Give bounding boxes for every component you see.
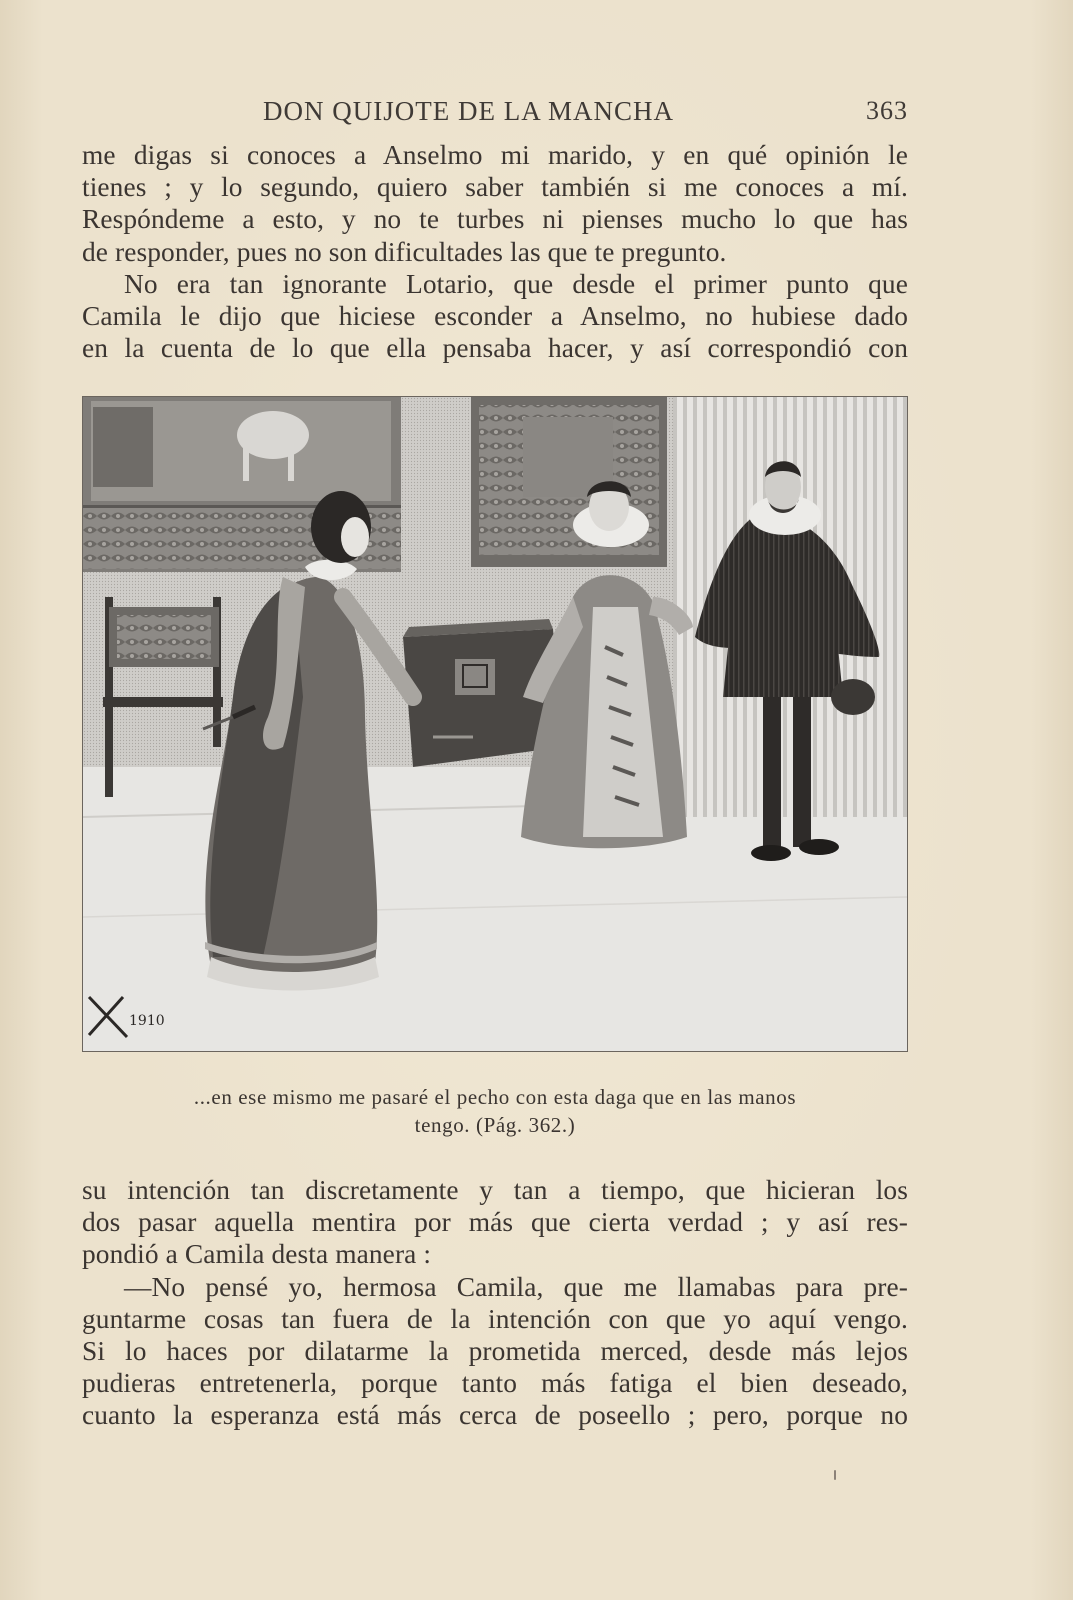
text-line: me digas si conoces a Anselmo mi marido, y en qué opinión le xyxy=(82,140,908,170)
text-line: Si lo haces por dilatarme la prometida merced, desde más lejos xyxy=(82,1335,908,1366)
text-line: pondió a Camila desta manera : xyxy=(82,1239,432,1270)
illustration-scene xyxy=(83,397,907,1051)
text-line: de responder, pues no son dificultades las que te pregunto. xyxy=(82,236,727,267)
text-line: su intención tan discretamente y tan a tiempo, que hicieran los xyxy=(82,1175,908,1205)
text-line: dos pasar aquella mentira por más que cierta verdad ; y así res- xyxy=(82,1207,908,1238)
top-text-block xyxy=(82,139,908,364)
paper-speck xyxy=(834,1470,836,1480)
text-line: cuanto la esperanza está más cerca de poseello ; pero, porque no xyxy=(82,1400,908,1431)
bottom-text-block xyxy=(82,1174,908,1432)
running-title: DON QUIJOTE DE LA MANCHA xyxy=(263,96,674,126)
centre-tapestry xyxy=(471,397,667,567)
paragraph-start-line: —No pensé yo, hermosa Camila, que me llamabas para pre- xyxy=(124,1271,908,1302)
text-line: pudieras entretenerla, porque tanto más fatiga el bien deseado, xyxy=(82,1368,908,1399)
text-line: en la cuenta de lo que ella pensaba hacer, y así correspondió con xyxy=(82,333,908,364)
page-number: 363 xyxy=(866,96,908,125)
text-line: tienes ; y lo segundo, quiero saber también si me conoces a mí. xyxy=(82,172,908,203)
paragraph-start-line: No era tan ignorante Lotario, que desde el primer punto que xyxy=(124,268,908,299)
caption-line-2: tengo. (Pág. 362.) xyxy=(414,1113,576,1137)
text-line: Camila le dijo que hiciese esconder a Anselmo, no hubiese dado xyxy=(82,300,908,331)
signature-date: 1910 xyxy=(129,1013,165,1029)
running-head xyxy=(82,96,908,130)
illustration-caption xyxy=(82,1083,908,1139)
text-line: Respóndeme a esto, y no te turbes ni pienses mucho lo que has xyxy=(82,204,908,235)
text-line: guntarme cosas tan fuera de la intención con que yo aquí vengo. xyxy=(82,1303,908,1334)
engraving-illustration xyxy=(82,396,908,1052)
caption-line-1: ...en ese mismo me pasaré el pecho con esta daga que en las manos xyxy=(193,1085,797,1109)
